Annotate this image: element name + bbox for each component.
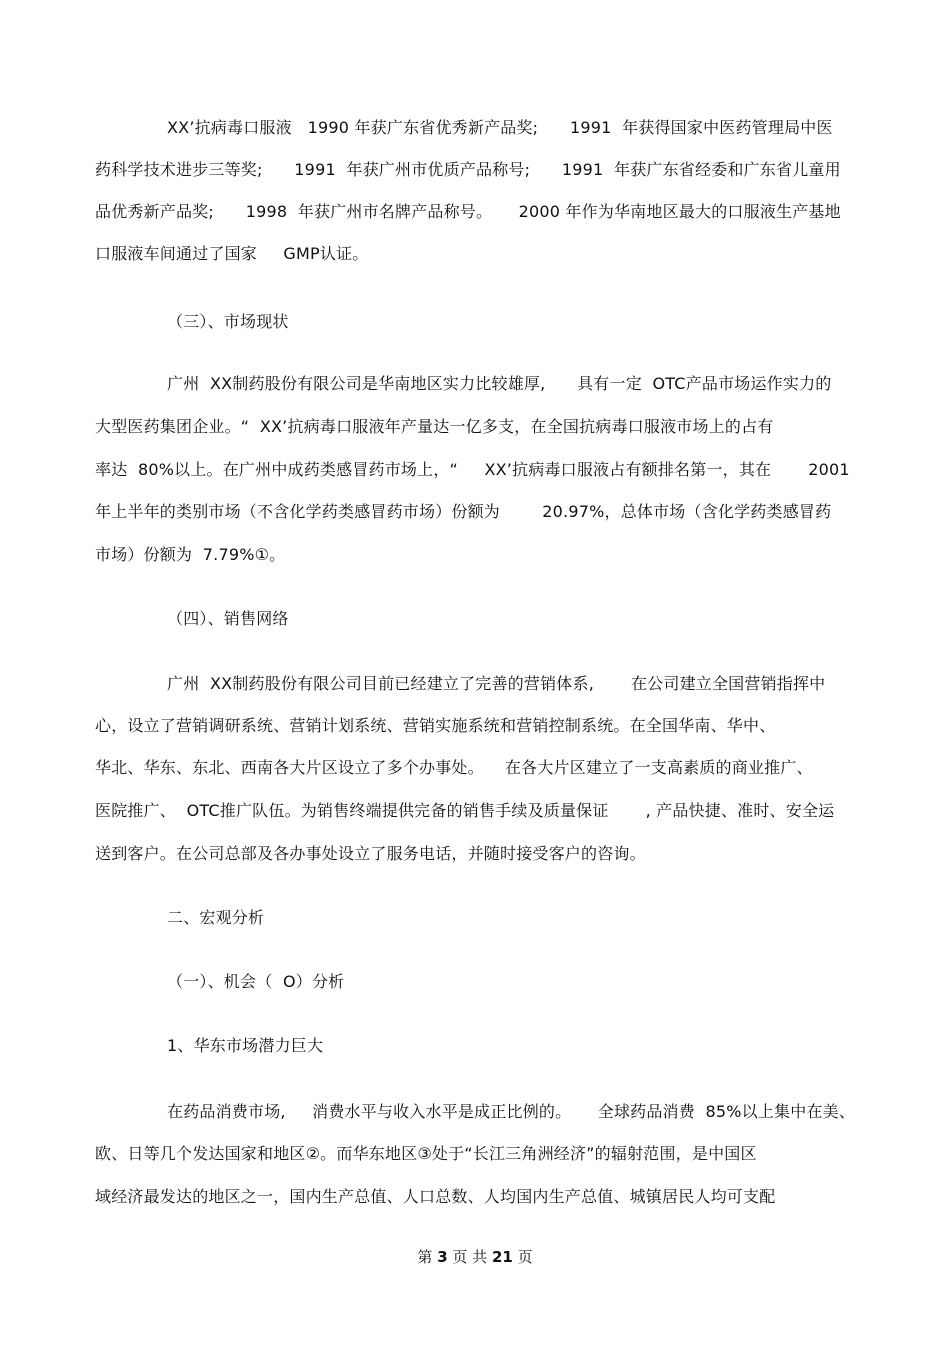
footer-suffix: 页 xyxy=(512,1248,533,1266)
page-footer xyxy=(0,1247,950,1267)
east-china-line-3: 域经济最发达的地区之一，国内生产总值、人口总数、人均国内生产总值、城镇居民人均可支配 xyxy=(95,1187,776,1206)
heading-sales-network: （四）、销售网络 xyxy=(167,609,289,628)
footer-middle: 页 共 xyxy=(447,1248,492,1266)
sales-network-line-1: 广州 XX制药股份有限公司目前已经建立了完善的营销体系, 在公司建立全国营销指挥中 xyxy=(167,674,826,693)
east-china-line-1: 在药品消费市场, 消费水平与收入水平是成正比例的。 全球药品消费 85%以上集中在美、 xyxy=(167,1102,856,1121)
market-status-line-4: 年上半年的类别市场（不含化学药类感冒药市场）份额为 20.97%，总体市场（含化学药类感冒药 xyxy=(95,502,832,521)
sales-network-line-4: 医院推广、 OTC推广队伍。为销售终端提供完备的销售手续及质量保证 , 产品快捷、准时、安全运 xyxy=(95,801,835,820)
footer-prefix: 第 xyxy=(417,1248,438,1266)
sales-network-line-3: 华北、华东、东北、西南各大片区设立了多个办事处。 在各大片区建立了一支高素质的商业推广、 xyxy=(95,758,813,777)
sales-network-line-2: 心，设立了营销调研系统、营销计划系统、营销实施系统和营销控制系统。在全国华南、华中、 xyxy=(95,716,776,735)
east-china-line-2: 欧、日等几个发达国家和地区②。而华东地区③处于“长江三角洲经济”的辐射范围，是中国区 xyxy=(95,1144,757,1163)
market-status-line-5: 市场）份额为 7.79%①。 xyxy=(95,545,286,564)
market-status-line-3: 率达 80%以上。在广州中成药类感冒药市场上，“ XX’抗病毒口服液占有额排名第一，其在 2001 xyxy=(95,460,850,479)
awards-line-3: 品优秀新产品奖; 1998 年获广州市名牌产品称号。 2000 年作为华南地区最大的口服液生产基地 xyxy=(95,202,841,221)
heading-opportunity-analysis: （一）、机会（ O）分析 xyxy=(167,972,345,991)
total-page-count: 21 xyxy=(491,1248,513,1266)
awards-line-4: 口服液车间通过了国家 GMP认证。 xyxy=(95,244,369,263)
current-page-number: 3 xyxy=(437,1248,448,1266)
awards-line-2: 药科学技术进步三等奖; 1991 年获广州市优质产品称号; 1991 年获广东省经委和广东省儿童用 xyxy=(95,160,841,179)
heading-macro-analysis: 二、宏观分析 xyxy=(167,908,265,927)
market-status-line-1: 广州 XX制药股份有限公司是华南地区实力比较雄厚, 具有一定 OTC产品市场运作实力的 xyxy=(167,374,832,393)
awards-line-1: XX’抗病毒口服液 1990 年获广东省优秀新产品奖; 1991 年获得国家中医药管理局中医 xyxy=(167,118,833,137)
heading-east-china-market: 1、华东市场潜力巨大 xyxy=(167,1036,324,1055)
sales-network-line-5: 送到客户。在公司总部及各办事处设立了服务电话，并随时接受客户的咨询。 xyxy=(95,844,646,863)
heading-market-status: （三）、市场现状 xyxy=(167,312,289,331)
market-status-line-2: 大型医药集团企业。“ XX’抗病毒口服液年产量达一亿多支，在全国抗病毒口服液市场上的占有 xyxy=(95,417,774,436)
